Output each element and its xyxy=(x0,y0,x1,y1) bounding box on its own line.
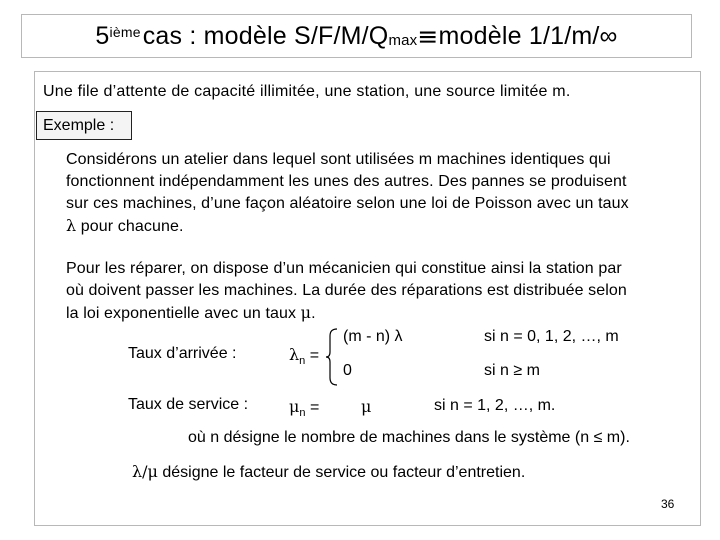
paragraph1-line3: sur ces machines, d’une façon aléatoire selon une loi de Poisson avec un taux xyxy=(66,195,629,212)
title-suffix: modèle 1/1/m/∞ xyxy=(438,21,618,50)
arrival-label: Taux d’arrivée : xyxy=(128,345,237,362)
exemple-label: Exemple : xyxy=(36,111,132,140)
arrival-lambda-n xyxy=(289,345,319,367)
arrival-case2-expr: 0 xyxy=(343,362,352,379)
arrival-case1-cond: si n = 0, 1, 2, …, m xyxy=(484,328,619,345)
arrival-sym: λ xyxy=(289,345,300,364)
title-box xyxy=(21,14,692,58)
paragraph2-line1: Pour les réparer, on dispose d’un mécanicien qui constitue ainsi la station par xyxy=(66,260,622,277)
intro-text: Une file d’attente de capacité illimitée, une station, une source limitée m. xyxy=(43,83,571,100)
title-middle: cas : modèle S/F/M/Q xyxy=(142,21,389,50)
slide-title xyxy=(22,15,691,57)
service-sub: n xyxy=(299,407,306,420)
paragraph2-line3-text: la loi exponentielle avec un taux xyxy=(66,305,297,322)
service-expr: μ xyxy=(361,397,372,416)
paragraph1-line1: Considérons un atelier dans lequel sont utilisées m machines identiques qui xyxy=(66,151,611,168)
title-sup: ième xyxy=(109,24,141,40)
service-mu-n xyxy=(289,397,319,419)
arrival-case1-expr: (m - n) λ xyxy=(343,328,403,345)
arrival-sub: n xyxy=(299,355,306,368)
factor-text: désigne le facteur de service ou facteur d’entretien. xyxy=(157,464,526,481)
service-label: Taux de service : xyxy=(128,396,249,413)
lambda-symbol: λ xyxy=(66,216,77,235)
arrival-case2-cond: si n ≥ m xyxy=(484,362,540,379)
title-prefix: 5 xyxy=(95,21,110,50)
service-cond: si n = 1, 2, …, m. xyxy=(434,397,556,414)
title-equiv: ≡ xyxy=(417,21,439,51)
paragraph2-line2: où doivent passer les machines. La durée des réparations est distribuée selon xyxy=(66,282,627,299)
arrival-eq: = xyxy=(305,347,320,364)
page-number: 36 xyxy=(661,497,675,511)
note-text: où n désigne le nombre de machines dans le système (n ≤ m). xyxy=(188,429,630,446)
factor-line xyxy=(132,462,525,482)
title-sub: max xyxy=(388,31,418,49)
paragraph2-line3 xyxy=(66,302,316,325)
left-brace xyxy=(325,328,339,386)
service-sym: μ xyxy=(289,397,300,416)
service-eq: = xyxy=(305,399,320,416)
paragraph1-line4 xyxy=(66,215,184,238)
paragraph1-line2: fonctionnent indépendamment les unes des autres. Des pannes se produisent xyxy=(66,173,627,190)
mu-symbol: μ xyxy=(300,303,312,322)
factor-sym: λ/μ xyxy=(132,462,158,481)
period: . xyxy=(311,305,316,322)
paragraph1-line4-text: pour chacune. xyxy=(80,218,184,235)
